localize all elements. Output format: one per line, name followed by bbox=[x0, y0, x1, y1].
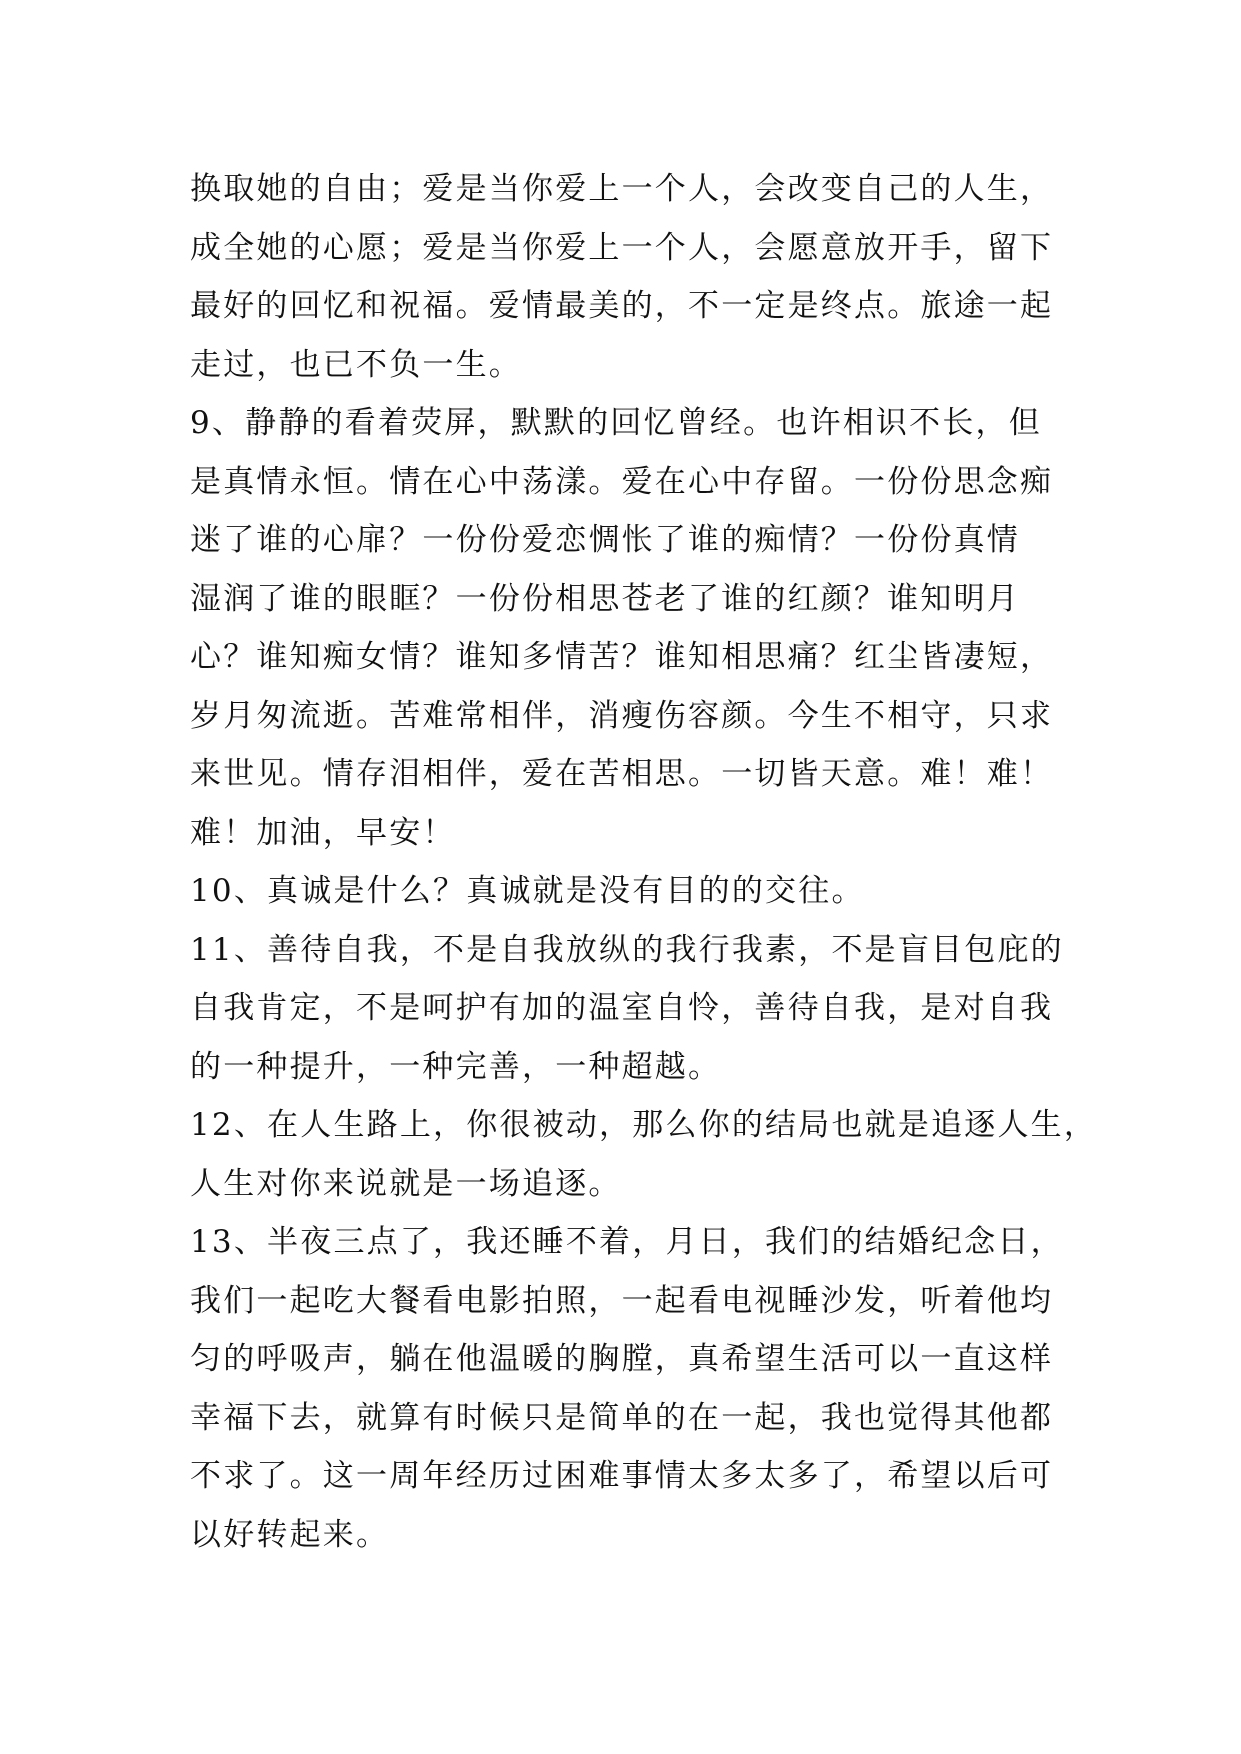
text-line-17: 12、在人生路上，你很被动，那么你的结局也就是追逐人生， bbox=[190, 1107, 1098, 1143]
text-line-13: 10、真诚是什么？真诚就是没有目的的交往。 bbox=[190, 873, 865, 909]
text-line-6: 是真情永恒。情在心中荡漾。爱在心中存留。一份份思念痴 bbox=[190, 463, 1054, 500]
text-line-20: 我们一起吃大餐看电影拍照，一起看电视睡沙发，听着他均 bbox=[190, 1282, 1054, 1319]
text-line-14: 11、善待自我，不是自我放纵的我行我素，不是盲目包庇的 bbox=[190, 931, 1064, 968]
text-line-8: 湿润了谁的眼眶？一份份相思苍老了谁的红颜？谁知明月 bbox=[190, 580, 1020, 617]
text-line-24: 以好转起来。 bbox=[190, 1516, 390, 1553]
text-line-22: 幸福下去，就算有时候只是简单的在一起，我也觉得其他都 bbox=[190, 1399, 1054, 1436]
text-line-3: 最好的回忆和祝福。爱情最美的，不一定是终点。旅途一起 bbox=[190, 288, 1054, 324]
document-body bbox=[190, 160, 1098, 1564]
text-line-5: 9、静静的看着荧屏，默默的回忆曾经。也许相识不长，但 bbox=[190, 405, 1042, 441]
text-line-4: 走过，也已不负一生。 bbox=[190, 346, 522, 383]
text-line-10: 岁月匆流逝。苦难常相伴，消瘦伤容颜。今生不相守，只求 bbox=[190, 697, 1054, 734]
text-line-16: 的一种提升，一种完善，一种超越。 bbox=[190, 1048, 722, 1085]
text-line-12: 难！加油，早安！ bbox=[190, 814, 456, 851]
text-line-19: 13、半夜三点了，我还睡不着，月日，我们的结婚纪念日， bbox=[190, 1224, 1064, 1260]
text-line-9: 心？谁知痴女情？谁知多情苦？谁知相思痛？红尘皆凄短， bbox=[190, 639, 1054, 675]
text-line-18: 人生对你来说就是一场追逐。 bbox=[190, 1165, 622, 1202]
text-line-1: 换取她的自由；爱是当你爱上一个人，会改变自己的人生， bbox=[190, 171, 1054, 207]
text-line-2: 成全她的心愿；爱是当你爱上一个人，会愿意放开手，留下 bbox=[190, 229, 1054, 266]
text-line-15: 自我肯定，不是呵护有加的温室自怜，善待自我，是对自我 bbox=[190, 990, 1054, 1026]
text-line-21: 匀的呼吸声，躺在他温暖的胸膛，真希望生活可以一直这样 bbox=[190, 1341, 1054, 1377]
text-line-11: 来世见。情存泪相伴，爱在苦相思。一切皆天意。难！难！ bbox=[190, 756, 1054, 792]
text-line-7: 迷了谁的心扉？一份份爱恋惆怅了谁的痴情？一份份真情 bbox=[190, 522, 1020, 558]
text-line-23: 不求了。这一周年经历过困难事情太多太多了，希望以后可 bbox=[190, 1458, 1054, 1494]
